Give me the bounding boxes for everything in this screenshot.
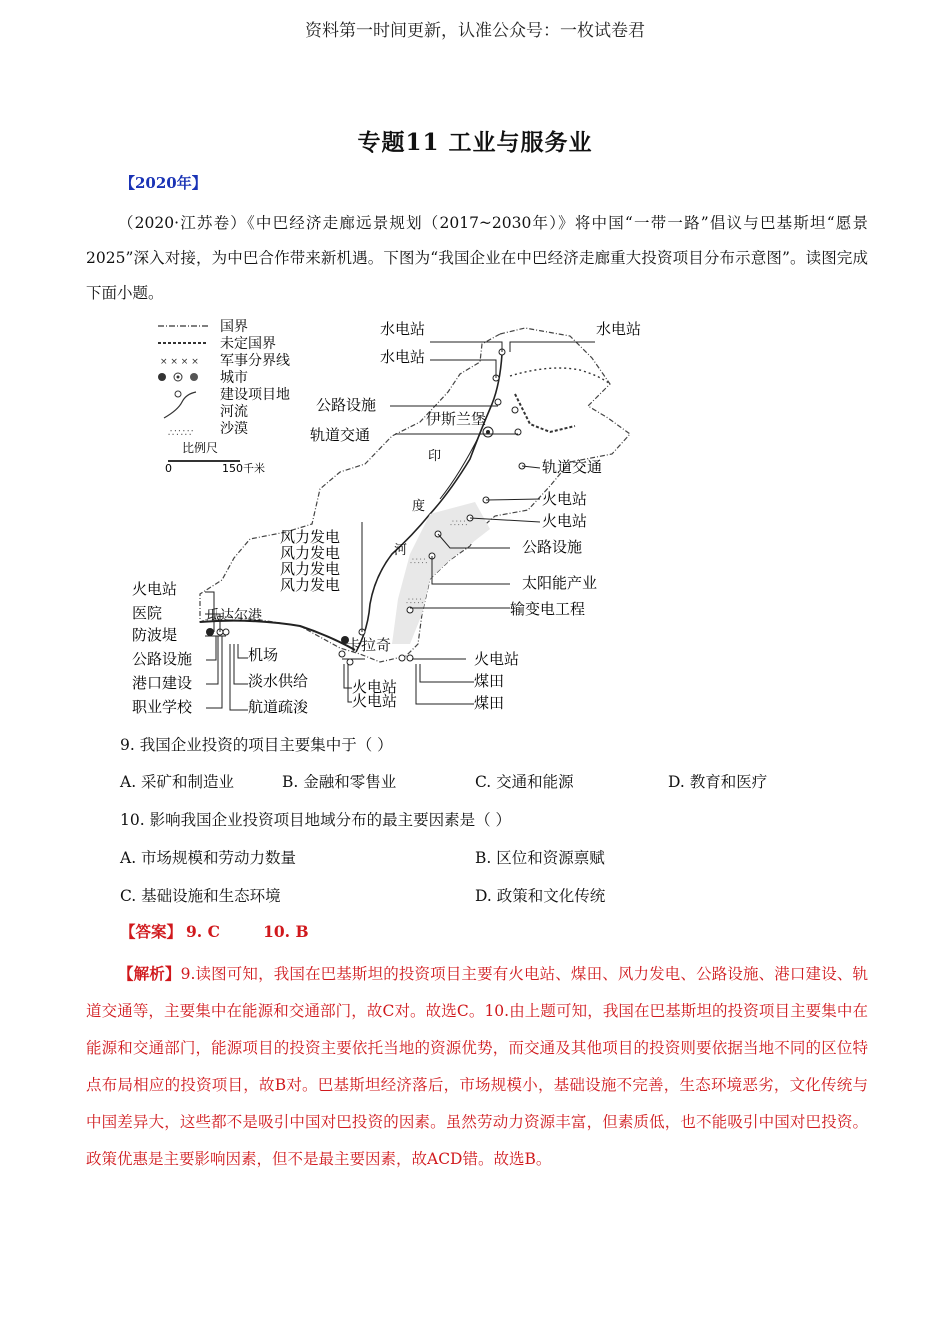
river-char: 印 bbox=[428, 449, 442, 464]
city-karachi: 卡拉奇 bbox=[346, 636, 392, 654]
answer-line bbox=[120, 920, 309, 942]
label-wind: 风力发电 bbox=[280, 544, 341, 562]
scale-title: 比例尺 bbox=[182, 441, 219, 455]
svg-text:∴∵∴: ∴∵∴ bbox=[450, 519, 468, 529]
svg-text:∴∵∴∵: ∴∵∴∵ bbox=[168, 428, 194, 439]
kashmir-line bbox=[510, 368, 610, 384]
q10-option-c: C. 基础设施和生态环境 bbox=[120, 887, 281, 905]
svg-text:∴∵∴: ∴∵∴ bbox=[406, 597, 424, 607]
q9-option-a: A. 采矿和制造业 bbox=[120, 773, 235, 791]
label-west: 火电站 bbox=[132, 580, 178, 598]
legend-item: 国界 bbox=[220, 319, 248, 335]
label-karachi: 火电站 bbox=[352, 692, 398, 710]
map-legend bbox=[158, 319, 290, 475]
page-title: 专题11 工业与服务业 bbox=[357, 129, 593, 156]
label-west: 医院 bbox=[132, 604, 163, 622]
analysis-label: 【解析】 bbox=[118, 964, 181, 983]
legend-item: 军事分界线 bbox=[220, 353, 290, 369]
label-gwadar: 航道疏浚 bbox=[248, 698, 309, 716]
city-gwadar: 瓜达尔港 bbox=[206, 608, 262, 624]
indus-river bbox=[356, 354, 502, 652]
label-east: 输变电工程 bbox=[510, 600, 586, 618]
legend-item: 河流 bbox=[220, 404, 248, 420]
river-char: 河 bbox=[394, 543, 408, 558]
q9-option-b: B. 金融和零售业 bbox=[282, 773, 397, 791]
city-islamabad: 伊斯兰堡 bbox=[426, 410, 487, 428]
legend-item: 沙漠 bbox=[220, 421, 248, 437]
label-wind: 风力发电 bbox=[280, 560, 341, 578]
label-north: 公路设施 bbox=[316, 396, 377, 414]
label-east: 轨道交通 bbox=[542, 458, 603, 476]
q10-option-a: A. 市场规模和劳动力数量 bbox=[120, 849, 297, 867]
label-south: 火电站 bbox=[474, 650, 520, 668]
legend-item: 建设项目地 bbox=[220, 387, 290, 403]
answer-text: 9. C 10. B bbox=[186, 922, 309, 941]
svg-text:× × × ×: × × × × bbox=[160, 357, 199, 367]
q9-option-d: D. 教育和医疗 bbox=[668, 773, 768, 791]
question-9-stem: 9. 我国企业投资的项目主要集中于（ ） bbox=[120, 736, 393, 754]
answer-label: 【答案】 bbox=[120, 922, 183, 941]
svg-text:∴∵∴: ∴∵∴ bbox=[410, 557, 428, 567]
legend-item: 未定国界 bbox=[220, 336, 276, 352]
label-east: 火电站 bbox=[542, 490, 588, 508]
label-top: 水电站 bbox=[380, 348, 426, 366]
label-south: 煤田 bbox=[474, 694, 505, 712]
analysis-paragraph bbox=[86, 955, 868, 1178]
label-south: 煤田 bbox=[474, 672, 505, 690]
label-top: 水电站 bbox=[380, 320, 426, 338]
undetermined-border bbox=[515, 394, 575, 432]
q9-option-c: C. 交通和能源 bbox=[475, 773, 574, 791]
label-west: 公路设施 bbox=[132, 650, 193, 668]
label-top: 水电站 bbox=[596, 320, 642, 338]
header-note: 资料第一时间更新，认准公众号：一枚试卷君 bbox=[305, 21, 645, 41]
label-gwadar: 淡水供给 bbox=[248, 672, 309, 690]
desert-area bbox=[392, 502, 490, 644]
q10-option-b: B. 区位和资源禀赋 bbox=[475, 849, 605, 867]
label-karachi: 火电站 bbox=[352, 678, 398, 696]
scale-zero: 0 bbox=[165, 462, 172, 475]
label-west: 职业学校 bbox=[132, 698, 193, 716]
scale-value: 150千米 bbox=[222, 462, 265, 475]
river-char: 度 bbox=[412, 499, 426, 514]
intro-paragraph: （2020·江苏卷）《中巴经济走廊远景规划（2017~2030年）》将中国“一带一路”倡议与巴基斯坦“愿景2025”深入对接，为中巴合作带来新机遇。下图为“我国企业在中巴经济走廊重大投资项目分布示意图”。读图完成下面小题。 bbox=[86, 214, 868, 302]
investment-map bbox=[130, 314, 690, 722]
label-east: 火电站 bbox=[542, 512, 588, 530]
label-west: 防波堤 bbox=[132, 626, 178, 644]
label-wind: 风力发电 bbox=[280, 576, 341, 594]
label-west: 港口建设 bbox=[132, 674, 193, 692]
label-east: 太阳能产业 bbox=[522, 574, 598, 592]
label-wind: 风力发电 bbox=[280, 528, 341, 546]
year-tag: 【2020年】 bbox=[120, 174, 207, 192]
label-gwadar: 机场 bbox=[248, 646, 279, 664]
legend-item: 城市 bbox=[220, 370, 248, 386]
q10-option-d: D. 政策和文化传统 bbox=[475, 887, 606, 905]
label-north: 轨道交通 bbox=[310, 426, 371, 444]
analysis-text: 9.读图可知，我国在巴基斯坦的投资项目主要有火电站、煤田、风力发电、公路设施、港口建设、轨道交通等，主要集中在能源和交通部门，故C对。故选C。10.由上题可知，我国在巴基斯坦的投资项目主要集中在能源和交通部门，能源项目的投资主要依托当地的资源优势，而交通及其他项目的投资则要依据当地不同的区位特点布局相应的投资项目，故B对。巴基斯坦经济落后，市场规模小，基础设施不完善，生态环境恶劣，文化传统与中国差异大，这些都不是吸引中国对巴投资的因素。虽然劳动力资源丰富，但素质低，也不能吸引中国对巴投资。政策优惠是主要影响因素，但不是最主要因素，故ACD错。故选B。 bbox=[86, 965, 868, 1168]
question-10-stem: 10. 影响我国企业投资项目地域分布的最主要因素是（ ） bbox=[120, 811, 512, 829]
label-east: 公路设施 bbox=[522, 538, 583, 556]
